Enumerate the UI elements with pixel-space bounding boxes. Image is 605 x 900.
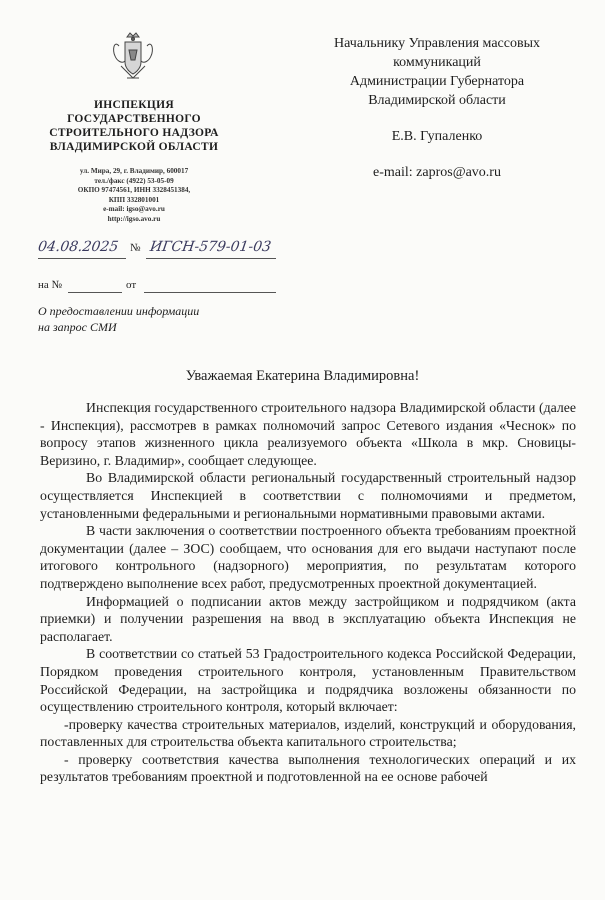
letter-body [40,399,576,786]
outgoing-date: 04.08.2025 [36,239,120,255]
recipient-line: Владимирской области [368,93,506,108]
org-email-link[interactable]: e-mail: igso@avo.ru [103,205,165,214]
outgoing-reg-number: ИГСН-579-01-03 [148,239,273,255]
org-name-line: ВЛАДИМИРСКОЙ ОБЛАСТИ [49,141,219,153]
recipient-name: Е.В. Гупаленко [391,129,483,144]
recipient-email-link[interactable]: e-mail: zapros@avo.ru [373,165,501,180]
salutation: Уважаемая Екатерина Владимировна! [185,368,420,384]
okpo-inn-line: ОКПО 97474561, ИНН 3328451384, [77,186,191,195]
recipient-line: Администрации Губернатора [349,74,525,89]
reference-no-label: на № [38,279,63,291]
org-contacts [28,167,240,225]
recipient-line: коммуникаций [393,55,481,70]
org-name-line: ГОСУДАРСТВЕННОГО [67,113,201,125]
org-name-line: ИНСПЕКЦИЯ [93,99,175,111]
paragraph: Информацией о подписании актов между застройщиком и подрядчиком (акта приемки) и получении разрешения на ввод в эксплуатацию объекта Инспекция не располагает. [40,593,576,644]
outgoing-no-label: № [130,242,141,254]
paragraph: В части заключения о соответствии построенного объекта требованиям проектной документации (далее – ЗОС) сообщаем, что основания для его выдачи наступают после итогового контрольного (надзорного) мероприятия, по результатам которого подтверждено выполнение всех работ, предусмотренных проектной документацией. [40,523,576,591]
org-website-link[interactable]: http://igso.avo.ru [107,214,161,223]
reference-line [38,279,278,295]
outgoing-number [38,239,278,261]
org-name-line: СТРОИТЕЛЬНОГО НАДЗОРА [49,127,219,139]
paragraph: В соответствии со статьей 53 Градостроительного кодекса Российской Федерации, Порядком проведения строительного контроля, установленным Правительством Российской Федерации, на застройщика и подрядчика возложены обязанности по осуществлению строительного контроля, который включает: [40,646,576,715]
subject [38,303,258,335]
reference-from-label: от [126,279,137,291]
subject-line: на запрос СМИ [38,320,117,334]
coat-of-arms-icon [110,30,156,84]
subject-line: О предоставлении информации [38,304,200,318]
phone-line: тел./факс (4922) 53-05-09 [94,176,174,185]
address-line: ул. Мира, 29, г. Владимир, 600017 [79,167,189,175]
org-name [28,98,240,154]
paragraph: Во Владимирской области региональный государственный строительный надзор осуществляется Инспекцией в соответствии с полномочиями и предметом, установленными федеральными и региональными нормативными правовыми актами. [40,470,576,521]
list-item: -проверку качества строительных материалов, изделий, конструкций и оборудования, поставленных для строительства объекта капитального строительства; [40,716,576,750]
kpp-line: КПП 332801001 [108,195,160,204]
recipient-line: Начальнику Управления массовых [334,36,540,51]
list-item: - проверку соответствия качества выполнения технологических операций и их результатов требованиям проектной и подготовленной на ее основе рабочей [40,751,576,785]
recipient-block [296,34,578,182]
paragraph: Инспекция государственного строительного надзора Владимирской области (далее - Инспекция), рассмотрев в рамках полномочий запрос Сетевого издания «Чеснок» по вопросу этапов жизненного цикла реализуемого объекта «Школа в мкр. Сновицы-Веризино, г. Владимир», сообщает следующее. [40,400,576,468]
